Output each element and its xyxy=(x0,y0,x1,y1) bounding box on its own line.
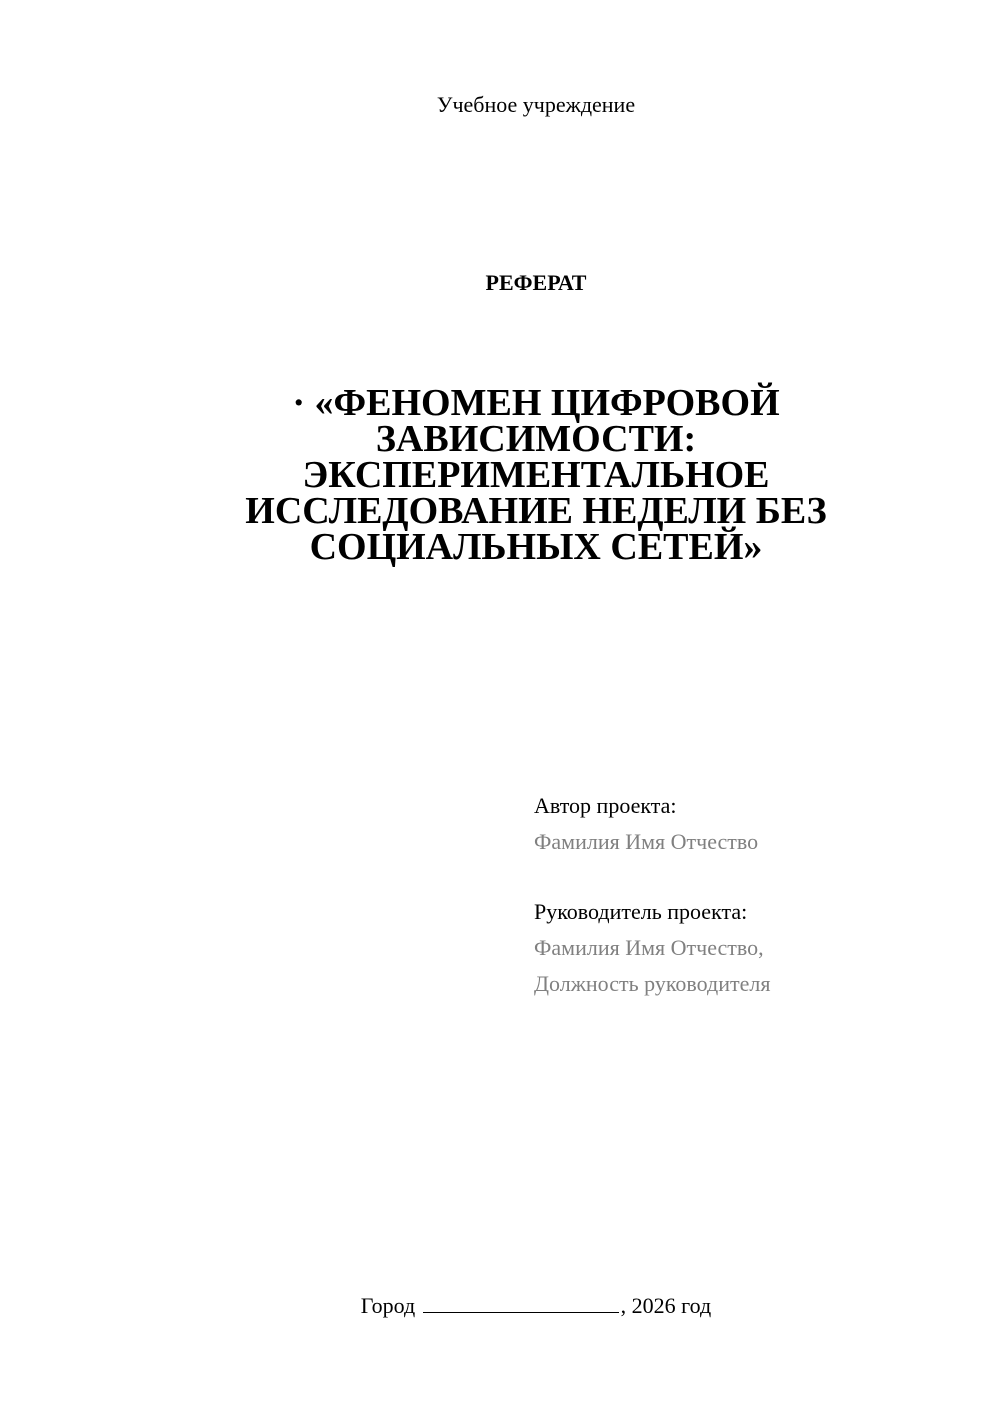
title-line: ЗАВИСИМОСТИ: xyxy=(375,418,697,460)
title-line: ИССЛЕДОВАНИЕ НЕДЕЛИ БЕЗ xyxy=(245,490,827,532)
credits-block xyxy=(534,788,974,1002)
title-line: · «ФЕНОМЕН ЦИФРОВОЙ xyxy=(292,382,780,424)
author-name-placeholder: Фамилия Имя Отчество xyxy=(534,829,759,854)
city-blank-line xyxy=(423,1290,619,1313)
author-label: Автор проекта: xyxy=(534,793,677,818)
title-line: ЭКСПЕРИМЕНТАЛЬНОЕ xyxy=(302,454,770,496)
supervisor-position-placeholder: Должность руководителя xyxy=(534,971,771,996)
supervisor-name-placeholder: Фамилия Имя Отчество, xyxy=(534,935,764,960)
institution-name: Учебное учреждение xyxy=(436,92,636,117)
year-text: , 2026 год xyxy=(620,1293,712,1318)
footer-city-year xyxy=(0,1290,1000,1321)
supervisor-label: Руководитель проекта: xyxy=(534,899,748,924)
document-title xyxy=(236,382,836,568)
title-line: СОЦИАЛЬНЫХ СЕТЕЙ» xyxy=(309,526,763,568)
spacer xyxy=(534,860,974,894)
document-type: РЕФЕРАТ xyxy=(485,270,587,295)
city-label: Город xyxy=(360,1293,416,1318)
